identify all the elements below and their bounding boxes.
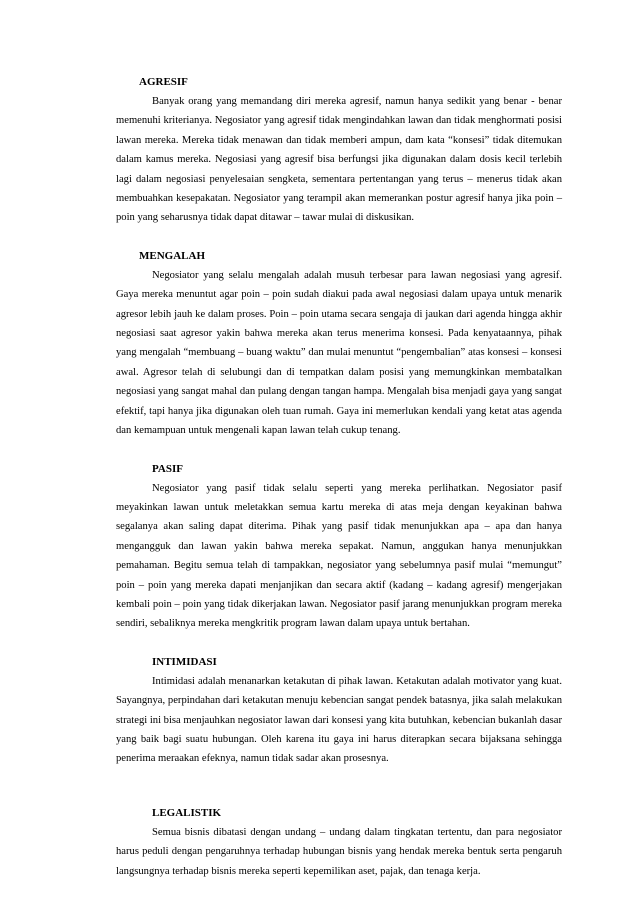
section-heading: INTIMIDASI (152, 655, 217, 668)
section-paragraph: Negosiator yang selalu mengalah adalah musuh terbesar para lawan negosiasi yang agresif. Gaya mereka menuntut agar poin – poin sudah diakui pada awal negosiasi dalam upaya untuk menarik agresor lebih jauh ke dalam proses. Poin – poin utama secara sengaja di jaukan dari agenda hingga akhir negosiasi saat agresor yakin bahwa mereka akan terus menerima konsesi. Pada kenyataannya, pihak yang mengalah “membuang – buang waktu” dan mulai menuntut “pengembalian” atas konsesi – konsesi awal. Agresor telah di selubungi dan di tempatkan dalam posisi yang memungkinkan membatalkan negosiasi yang sangat mahal dan pulang dengan tangan hampa. Mengalah bisa menjadi gaya yang sangat efektif, tapi hanya jika digunakan oleh tuan rumah. Gaya ini memerlukan kendali yang ketat atas agenda dan kemampuan untuk mengenali kapan lawan telah cukup tenang. (116, 269, 562, 437)
section-paragraph: Semua bisnis dibatasi dengan undang – undang dalam tingkatan tertentu, dan para negosiator harus peduli dengan pengaruhnya terhadap hubungan bisnis yang hendak mereka bentuk serta pengaruh langsungnya terhadap bisnis mereka seperti kepemilikan aset, pajak, dan tenaga kerja. (116, 826, 562, 877)
section-heading: LEGALISTIK (152, 806, 222, 819)
section-heading: PASIF (152, 462, 183, 475)
section-pasif (116, 459, 562, 634)
section-legalistik (116, 803, 562, 881)
section-paragraph: Intimidasi adalah menanarkan ketakutan di pihak lawan. Ketakutan adalah motivator yang kuat. Sayangnya, perpindahan dari ketakutan menuju kebencian sangat pendek batasnya, jika salah melakukan strategi ini bisa menjauhkan negosiator lawan dari konsesi yang kita butuhkan, kebencian bukanlah dasar yang baik bagi suatu hubungan. Oleh karena itu gaya ini harus diterapkan secara bijaksana sehingga penerima meraakan efeknya, namun tidak sadar akan prosesnya. (116, 675, 562, 765)
section-agresif (116, 72, 562, 228)
section-paragraph: Banyak orang yang memandang diri mereka agresif, namun hanya sedikit yang benar - benar memenuhi kriterianya. Negosiator yang agresif tidak mengindahkan lawan dan tidak menghormati posisi lawan mereka. Mereka tidak menawan dan tidak memberi ampun, dam kata “konsesi” tidak ditemukan dalam kamus mereka. Negosiasi yang agresif bisa berfungsi jika digunakan dalam dosis kecil terlebih lagi dalam negosiasi penyelesaian sengketa, sementara pertentangan yang terus – menerus tidak akan membuahkan kesepakatan. Negosiator yang terampil akan memerankan postur agresif hanya jika poin – poin yang seharusnya tidak dapat ditawar – tawar mulai di diskusikan. (116, 96, 562, 224)
section-intimidasi (116, 652, 562, 769)
section-heading: MENGALAH (139, 249, 205, 262)
section-paragraph: Negosiator yang pasif tidak selalu seperti yang mereka perlihatkan. Negosiator pasif meyakinkan lawan untuk meletakkan semua kartu mereka di atas meja dengan keyakinan bahwa segalanya akan saling dapat diterima. Pihak yang pasif tidak menunjukkan apa – apa dan hanya mengangguk dan lawan yakin bahwa mereka sepakat. Namun, anggukan hanya menunjukkan pemahaman. Begitu semua telah di tampakkan, negosiator yang sebelumnya pasif mulai “memungut” poin – poin yang mereka dapati menjanjikan dan secara aktif (kadang – kadang agresif) mengerjakan kembali poin – poin yang tidak dikerjakan lawan. Negosiator pasif jarang menunjukkan program mereka sendiri, sebaliknya mereka mengkritik program lawan dalam upaya untuk bertahan. (116, 482, 562, 630)
section-mengalah (116, 246, 562, 441)
section-heading: AGRESIF (139, 76, 188, 88)
